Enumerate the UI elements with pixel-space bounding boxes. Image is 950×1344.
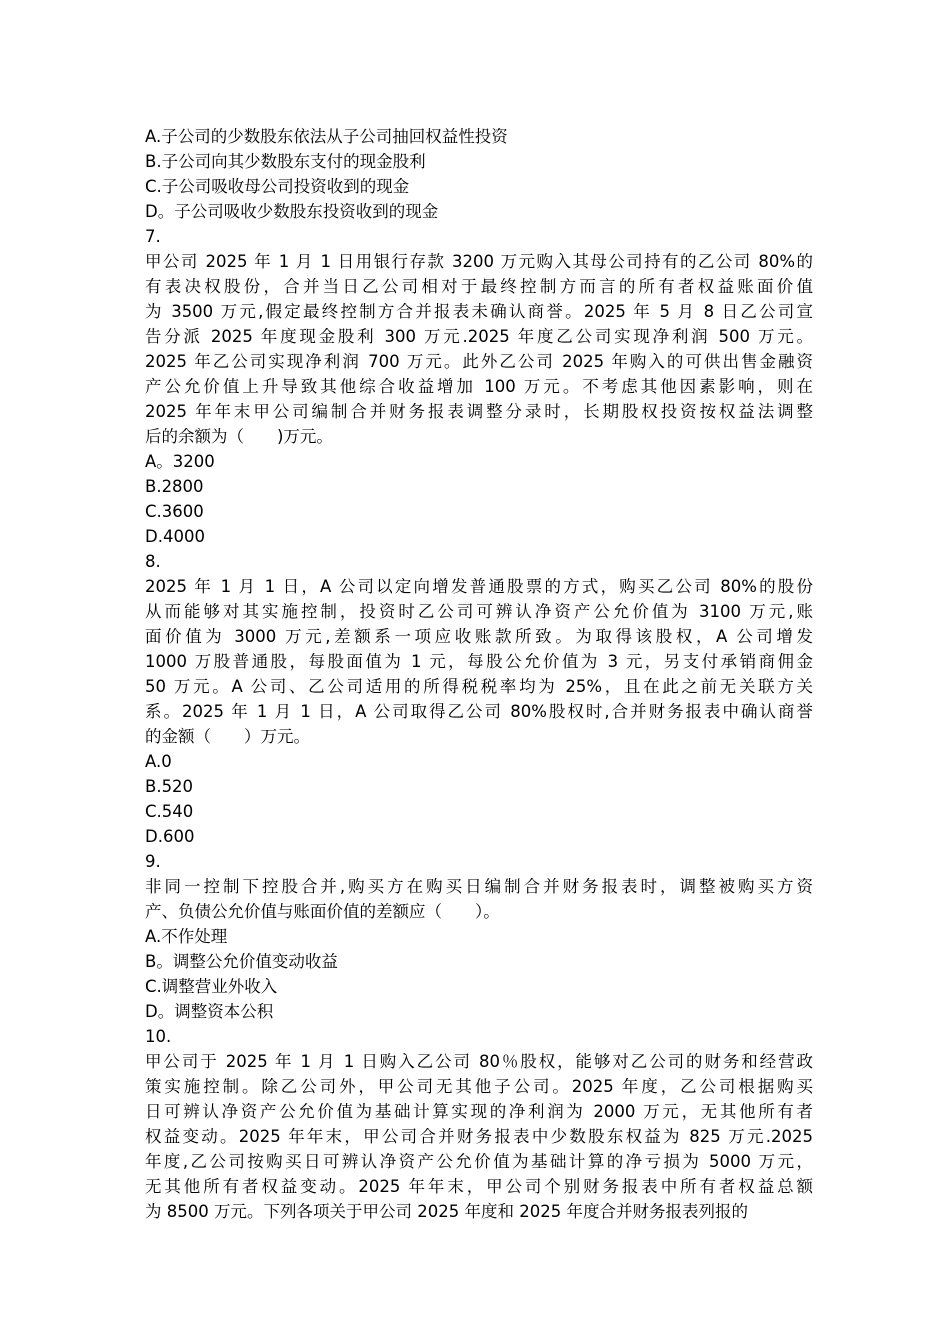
question-number — [145, 224, 813, 249]
question-number — [145, 849, 813, 874]
text-line: 告分派 2025 年度现金股利 300 万元.2025 年度乙公司实现净利润 500 万元。 — [145, 327, 813, 346]
text-line: 9. — [145, 852, 161, 871]
answer-option — [145, 174, 813, 199]
answer-option — [145, 774, 813, 799]
question-text — [145, 874, 813, 924]
text-line: A。3200 — [145, 452, 215, 471]
text-line: 的金额（ ）万元。 — [145, 727, 310, 746]
text-line: 产、负债公允价值与账面价值的差额应（ ）。 — [145, 902, 500, 921]
question-number — [145, 1024, 813, 1049]
question-text — [145, 1049, 813, 1224]
answer-option — [145, 149, 813, 174]
text-line: 权益变动。2025 年年末，甲公司合并财务报表中少数股东权益为 825 万元.2025 — [145, 1127, 813, 1146]
text-line: 年度,乙公司按购买日可辨认净资产公允价值为基础计算的净亏损为 5000 万元， — [145, 1152, 813, 1171]
text-line: 2025 年乙公司实现净利润 700 万元。此外乙公司 2025 年购入的可供出售金融资 — [145, 352, 813, 371]
text-line: 产公允价值上升导致其他综合收益增加 100 万元。不考虑其他因素影响，则在 — [145, 377, 813, 396]
text-line: B.520 — [145, 777, 194, 796]
text-line: 甲公司于 2025 年 1 月 1 日购入乙公司 80％股权，能够对乙公司的财务和经营政 — [145, 1052, 813, 1071]
text-line: 2025 年 1 月 1 日，A 公司以定向增发普通股票的方式，购买乙公司 80%的股份 — [145, 577, 813, 596]
text-line: 系。2025 年 1 月 1 日，A 公司取得乙公司 80%股权时,合并财务报表中确认商誉 — [145, 702, 813, 721]
text-line: B。调整公允价值变动收益 — [145, 952, 338, 971]
answer-option — [145, 974, 813, 999]
text-line: 日可辨认净资产公允价值为基础计算实现的净利润为 2000 万元，无其他所有者 — [145, 1102, 813, 1121]
answer-option — [145, 749, 813, 774]
text-line: A.0 — [145, 752, 172, 771]
text-line: C.3600 — [145, 502, 204, 521]
text-line: D.4000 — [145, 527, 205, 546]
text-line: 有表决权股份，合并当日乙公司相对于最终控制方而言的所有者权益账面价值 — [145, 277, 813, 296]
text-line: 后的余额为（ )万元。 — [145, 427, 333, 446]
text-line: 10. — [145, 1027, 172, 1046]
question-text — [145, 574, 813, 749]
text-line: 1000 万股普通股，每股面值为 1 元，每股公允价值为 3 元，另支付承销商佣金 — [145, 652, 813, 671]
text-line: A.不作处理 — [145, 927, 228, 946]
text-line: 8. — [145, 552, 161, 571]
text-line: B.2800 — [145, 477, 204, 496]
answer-option — [145, 999, 813, 1024]
text-line: C.子公司吸收母公司投资收到的现金 — [145, 177, 410, 196]
answer-option — [145, 924, 813, 949]
document-page — [145, 124, 813, 1224]
answer-option — [145, 474, 813, 499]
answer-option — [145, 524, 813, 549]
text-line: 甲公司 2025 年 1 月 1 日用银行存款 3200 万元购入其母公司持有的乙公司 80%的 — [145, 252, 813, 271]
text-line: D。子公司吸收少数股东投资收到的现金 — [145, 202, 439, 221]
text-line: B.子公司向其少数股东支付的现金股利 — [145, 152, 426, 171]
text-line: C.调整营业外收入 — [145, 977, 278, 996]
answer-option — [145, 449, 813, 474]
question-text — [145, 249, 813, 449]
text-line: 面价值为 3000 万元,差额系一项应收账款所致。为取得该股权，A 公司增发 — [145, 627, 813, 646]
answer-option — [145, 499, 813, 524]
text-line: 2025 年年末甲公司编制合并财务报表调整分录时，长期股权投资按权益法调整 — [145, 402, 813, 421]
text-line: 为 3500 万元,假定最终控制方合并报表未确认商誉。2025 年 5 月 8 日乙公司宣 — [145, 302, 813, 321]
answer-option — [145, 124, 813, 149]
answer-option — [145, 799, 813, 824]
text-line: D。调整资本公积 — [145, 1002, 274, 1021]
text-line: 无其他所有者权益变动。2025 年年末，甲公司个别财务报表中所有者权益总额 — [145, 1177, 813, 1196]
text-line: 从而能够对其实施控制，投资时乙公司可辨认净资产公允价值为 3100 万元,账 — [145, 602, 813, 621]
answer-option — [145, 949, 813, 974]
text-line: C.540 — [145, 802, 194, 821]
text-line: A.子公司的少数股东依法从子公司抽回权益性投资 — [145, 127, 508, 146]
text-line: D.600 — [145, 827, 195, 846]
question-number — [145, 549, 813, 574]
answer-option — [145, 824, 813, 849]
text-line: 7. — [145, 227, 161, 246]
text-line: 50 万元。A 公司、乙公司适用的所得税税率均为 25%，且在此之前无关联方关 — [145, 677, 813, 696]
text-line: 策实施控制。除乙公司外，甲公司无其他子公司。2025 年度，乙公司根据购买 — [145, 1077, 813, 1096]
text-line: 非同一控制下控股合并,购买方在购买日编制合并财务报表时，调整被购买方资 — [145, 877, 813, 896]
text-line: 为 8500 万元。下列各项关于甲公司 2025 年度和 2025 年度合并财务报表列报的 — [145, 1202, 748, 1221]
answer-option — [145, 199, 813, 224]
